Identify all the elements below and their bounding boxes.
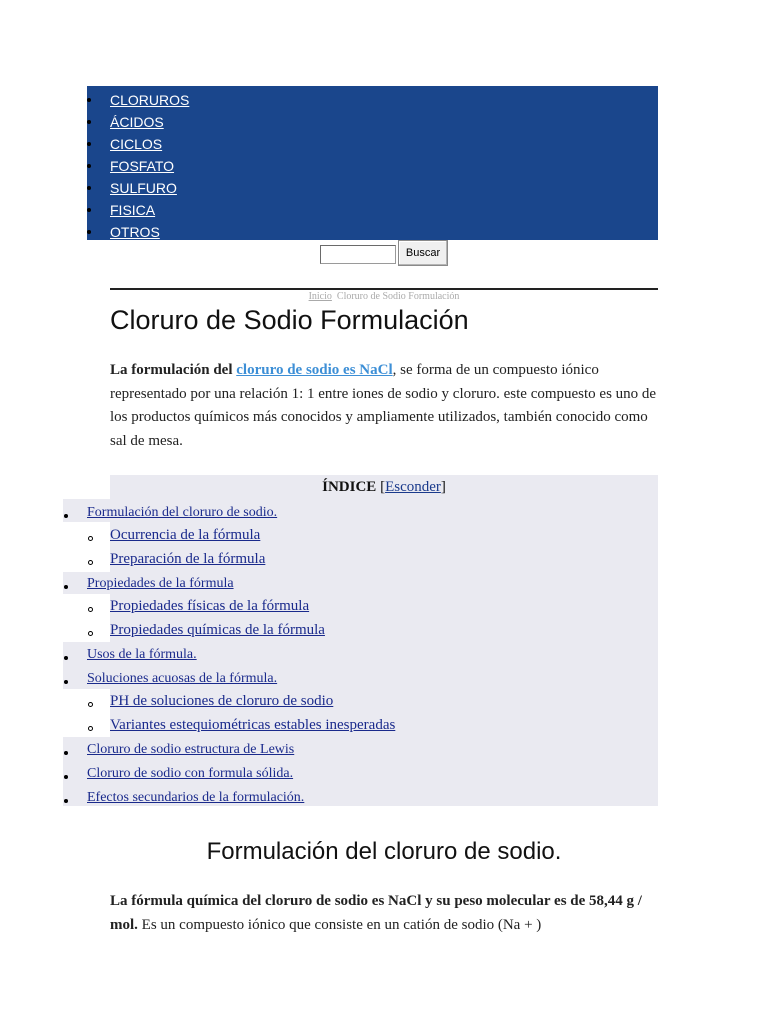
circle-bullet-icon: [88, 560, 93, 565]
toc-title: ÍNDICE: [322, 479, 377, 495]
breadcrumb-home-link[interactable]: Inicio: [308, 291, 332, 302]
nav-link-fosfato[interactable]: FOSFATO: [110, 158, 175, 174]
circle-bullet-icon: [88, 631, 93, 636]
toc-toggle-link[interactable]: Esconder: [385, 479, 441, 495]
toc-subitem: [110, 693, 333, 710]
circle-bullet-icon: [88, 702, 93, 707]
page-title: Cloruro de Sodio Formulación: [110, 305, 469, 335]
breadcrumb-current: Cloruro de Sodio Formulación: [336, 291, 460, 302]
nav-link-fisica[interactable]: FISICA: [110, 202, 156, 218]
bullet-icon: [87, 208, 91, 212]
intro-bold: La formulación del: [110, 362, 233, 378]
toc-link[interactable]: Propiedades físicas de la fórmula: [110, 598, 310, 614]
toc-link[interactable]: Ocurrencia de la fórmula: [110, 527, 261, 543]
toc-link[interactable]: Formulación del cloruro de sodio.: [87, 505, 278, 520]
nav-link-otros[interactable]: OTROS: [110, 224, 160, 240]
nav-link-cloruros[interactable]: CLORUROS: [110, 92, 190, 108]
toc-link[interactable]: Cloruro de sodio estructura de Lewis: [87, 742, 295, 757]
search-button[interactable]: Buscar: [398, 240, 448, 266]
toc-item: [87, 766, 293, 782]
toc-item: [87, 671, 277, 687]
toc-link[interactable]: PH de soluciones de cloruro de sodio: [110, 693, 334, 709]
toc-item: [87, 742, 294, 758]
bullet-icon: [87, 120, 91, 124]
circle-bullet-icon: [88, 726, 93, 731]
toc-subitem: [110, 527, 260, 544]
bullet-icon: [64, 656, 68, 660]
nav-link-sulfuro[interactable]: SULFURO: [110, 180, 177, 196]
toc-bracket-open: [: [380, 479, 386, 495]
section-bold: La fórmula química del cloruro de sodio es NaCl y su peso molecular es de 58,44 g / mol.: [110, 893, 642, 933]
breadcrumb: [0, 291, 768, 302]
toc-link[interactable]: Cloruro de sodio con formula sólida.: [87, 766, 294, 781]
section-paragraph: [110, 889, 658, 937]
toc-link[interactable]: Preparación de la fórmula: [110, 551, 266, 567]
section-title: Formulación del cloruro de sodio.: [206, 838, 562, 865]
bullet-icon: [64, 799, 68, 803]
toc-link[interactable]: Propiedades químicas de la fórmula: [110, 622, 325, 638]
toc-subitem: [110, 551, 265, 568]
divider: [110, 288, 658, 290]
bullet-icon: [64, 514, 68, 518]
search-input[interactable]: [320, 245, 396, 264]
toc-item: [87, 505, 277, 521]
circle-bullet-icon: [88, 607, 93, 612]
toc-item: [87, 790, 304, 806]
bullet-icon: [87, 98, 91, 102]
toc-gap: [63, 594, 110, 642]
bullet-icon: [87, 230, 91, 234]
section-text: Es un compuesto iónico que consiste en un catión de sodio (Na + ): [137, 917, 542, 933]
toc-item: [87, 576, 234, 592]
bullet-icon: [64, 775, 68, 779]
toc-gap: [63, 522, 110, 572]
toc-subitem: [110, 717, 395, 734]
circle-bullet-icon: [88, 536, 93, 541]
toc-heading: [110, 479, 658, 496]
toc-item: [87, 647, 197, 663]
bullet-icon: [64, 751, 68, 755]
top-navigation: [87, 86, 658, 240]
bullet-icon: [64, 680, 68, 684]
intro-text: , se forma de un compuesto iónico representado por una relación 1: 1 entre iones de sodio y cloruro. este compuesto es uno de los productos químicos más conocidos y ampliamente utilizados, también conocido como sal de mesa.: [110, 362, 657, 449]
bullet-icon: [87, 142, 91, 146]
toc-link[interactable]: Propiedades de la fórmula: [87, 576, 234, 591]
nav-link-ciclos[interactable]: CICLOS: [110, 136, 163, 152]
toc-subitem: [110, 622, 325, 639]
bullet-icon: [87, 186, 91, 190]
nav-link-acidos[interactable]: ÁCIDOS: [110, 114, 164, 130]
bullet-icon: [87, 164, 91, 168]
toc-link[interactable]: Variantes estequiométricas estables inesperadas: [110, 717, 396, 733]
toc-bracket-close: ]: [440, 479, 446, 495]
toc-link[interactable]: Usos de la fórmula.: [87, 647, 197, 662]
toc-link[interactable]: Soluciones acuosas de la fórmula.: [87, 671, 278, 686]
toc-subitem: [110, 598, 309, 615]
toc-gap: [63, 689, 110, 737]
bullet-icon: [64, 585, 68, 589]
intro-link[interactable]: cloruro de sodio es NaCl: [236, 362, 393, 378]
intro-paragraph: [110, 359, 658, 453]
toc-link[interactable]: Efectos secundarios de la formulación.: [87, 790, 305, 805]
